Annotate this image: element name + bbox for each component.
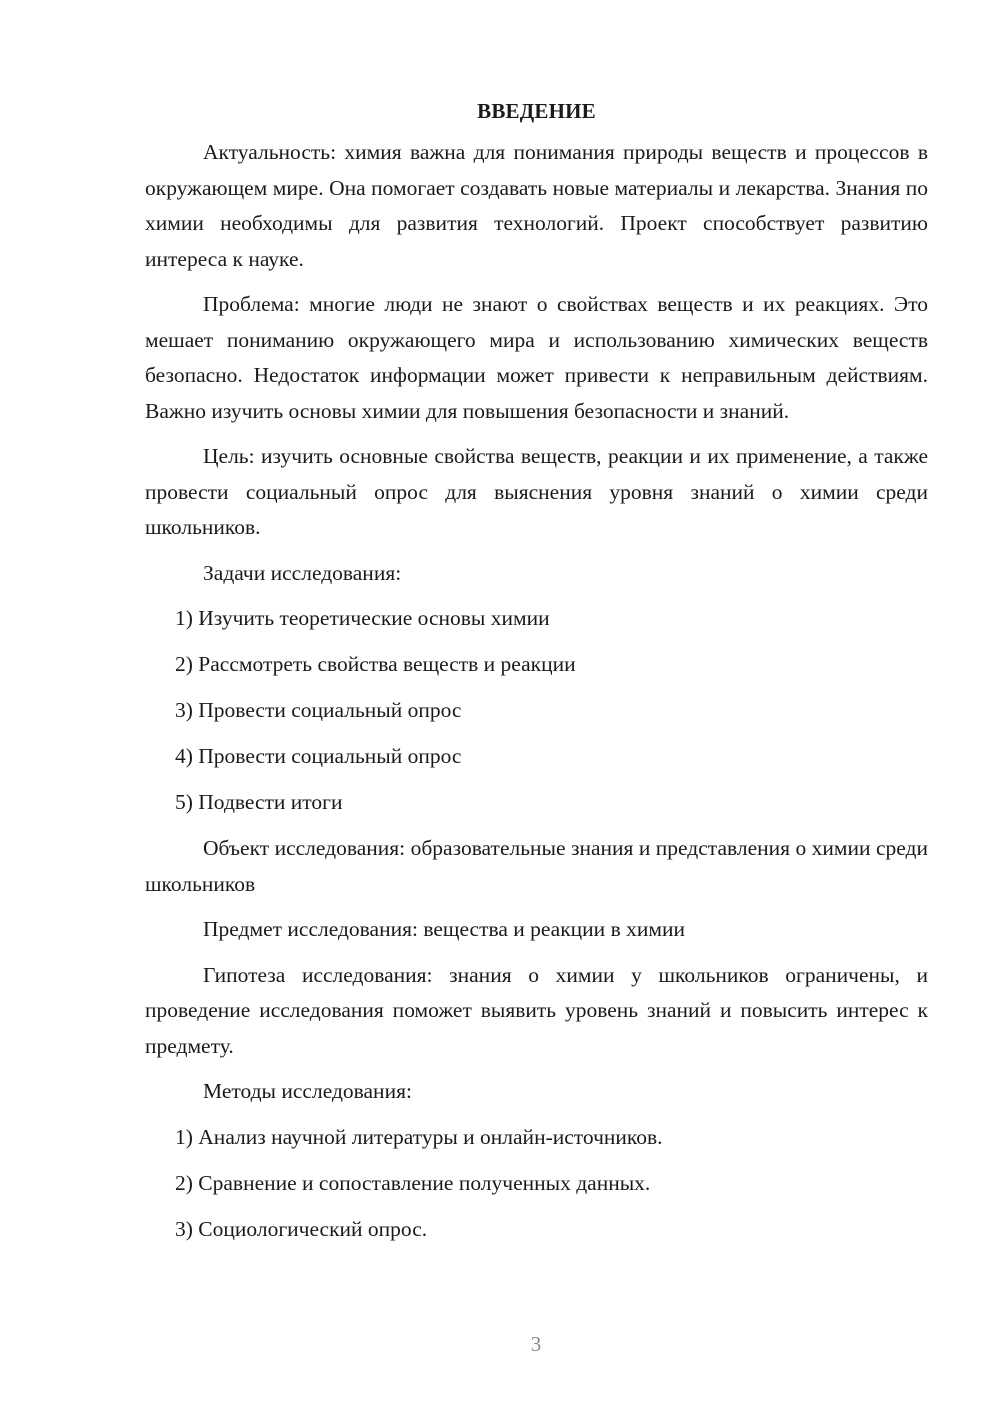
list-item: 3) Социологический опрос.	[175, 1216, 428, 1241]
object-paragraph: Объект исследования: образовательные знания и представления о химии среди школьников	[145, 836, 928, 896]
hypothesis-paragraph: Гипотеза исследования: знания о химии у школьников ограничены, и проведение исследования поможет выявить уровень знаний и повысить интерес к предмету.	[145, 962, 928, 1058]
tasks-heading: Задачи исследования:	[203, 560, 402, 585]
list-item: 1) Изучить теоретические основы химии	[175, 606, 550, 630]
methods-heading: Методы исследования:	[203, 1079, 412, 1103]
list-item: 4) Провести социальный опрос	[175, 744, 462, 768]
list-item: 2) Сравнение и сопоставление полученных данных.	[175, 1170, 651, 1195]
methods-list	[145, 1120, 928, 1248]
problem-paragraph: Проблема: многие люди не знают о свойствах веществ и их реакциях. Это мешает пониманию окружающего мира и использованию химических веществ безопасно. Недостаток информации может привести к неправильным действиям. Важно изучить основы химии для повышения безопасности и знаний.	[145, 292, 928, 423]
subject-paragraph: Предмет исследования: вещества и реакции в химии	[203, 917, 685, 941]
relevance-paragraph: Актуальность: химия важна для понимания природы веществ и процессов в окружающем мире. Она помогает создавать новые материалы и лекарства. Знания по химии необходимы для развития технологий. Проект способствует развитию интереса к науке.	[145, 140, 928, 271]
goal-paragraph: Цель: изучить основные свойства веществ, реакции и их применение, а также провести социальный опрос для выяснения уровня знаний о химии среди школьников.	[145, 444, 928, 539]
list-item: 5) Подвести итоги	[175, 790, 343, 814]
page-number: 3	[530, 1332, 542, 1356]
list-item: 3) Провести социальный опрос	[175, 698, 462, 722]
page-title: ВВЕДЕНИЕ	[477, 99, 596, 123]
page-content	[145, 94, 928, 1258]
list-item: 2) Рассмотреть свойства веществ и реакции	[175, 652, 576, 676]
tasks-list	[145, 601, 928, 821]
list-item: 1) Анализ научной литературы и онлайн-источников.	[175, 1124, 663, 1149]
